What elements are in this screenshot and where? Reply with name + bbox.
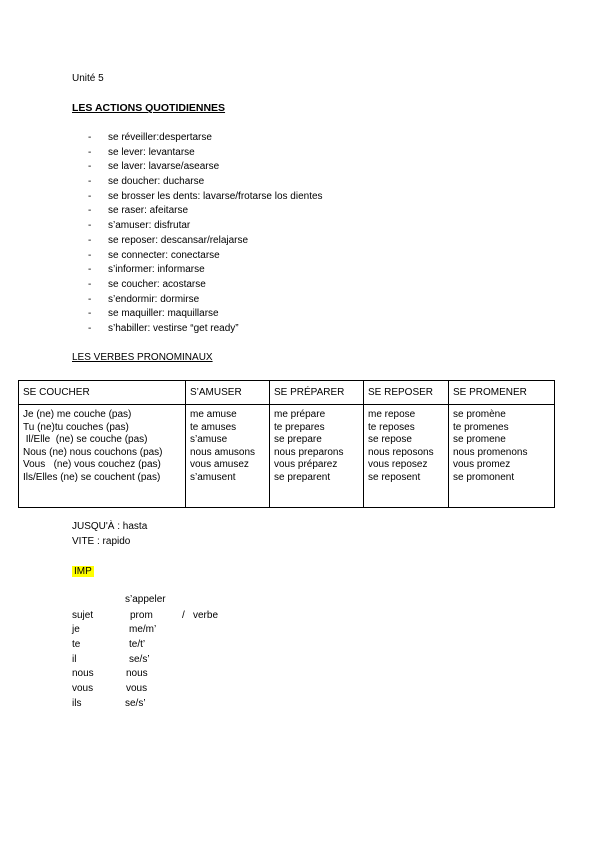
grid-pronoun: te/t’ bbox=[129, 639, 146, 650]
table-row bbox=[19, 405, 555, 508]
vocab-text: se laver: lavarse/asearse bbox=[108, 161, 220, 173]
conjugation-line: Je (ne) me couche (pas) bbox=[23, 409, 132, 420]
conjugation-line: s’amusent bbox=[190, 471, 236, 483]
list-item bbox=[88, 249, 323, 264]
grid-subject: il bbox=[72, 654, 77, 665]
vocab-text: se coucher: acostarse bbox=[108, 278, 206, 290]
conjugation-line: s’amuse bbox=[190, 434, 228, 446]
vocab-text: s’amuser: disfrutar bbox=[108, 220, 191, 232]
vocab-jusqua: JUSQU'À : hasta bbox=[72, 521, 148, 532]
list-dash: - bbox=[88, 249, 92, 261]
list-item bbox=[88, 160, 323, 175]
conjugation-line: te promenes bbox=[453, 421, 509, 433]
vocab-text: se brosser les dents: lavarse/frotarse los dientes bbox=[108, 190, 323, 202]
vocab-list bbox=[88, 131, 323, 337]
list-item bbox=[88, 278, 323, 293]
table-header-cell: S’AMUSER bbox=[186, 381, 270, 405]
vocab-vite: VITE : rapido bbox=[72, 536, 131, 547]
list-item bbox=[88, 234, 323, 249]
vocab-text: s’informer: informarse bbox=[108, 264, 205, 276]
conjugation-line: te reposes bbox=[368, 421, 415, 433]
grid-pronoun: se/s’ bbox=[129, 654, 150, 665]
table-header-cell: SE PRÉPARER bbox=[270, 381, 364, 405]
list-dash: - bbox=[88, 322, 92, 334]
list-item bbox=[88, 146, 323, 161]
vocab-text: se connecter: conectarse bbox=[108, 249, 220, 261]
conjugation-table bbox=[18, 380, 555, 508]
conjugation-line: vous amusez bbox=[190, 459, 249, 471]
conjugation-line: vous reposez bbox=[368, 459, 428, 471]
table-cell-se-reposer bbox=[364, 405, 449, 508]
grid-header-sujet: sujet bbox=[72, 610, 94, 621]
grid-header-verbe: verbe bbox=[193, 610, 219, 621]
grid-subject: ils bbox=[72, 698, 82, 709]
table-header-row bbox=[19, 381, 555, 405]
conjugation-line: se reposent bbox=[368, 471, 421, 483]
conjugation-line: se promène bbox=[453, 409, 506, 420]
imp-highlight: IMP bbox=[74, 566, 92, 577]
conjugation-line: Ils/Elles (ne) se couchent (pas) bbox=[23, 471, 161, 483]
conjugation-line: te prepares bbox=[274, 421, 325, 433]
conjugation-line: me repose bbox=[368, 409, 416, 420]
conjugation-line: nous promenons bbox=[453, 446, 528, 458]
section-title-pronominaux: LES VERBES PRONOMINAUX bbox=[72, 352, 213, 363]
conjugation-line: Tu (ne)tu couches (pas) bbox=[23, 421, 129, 433]
grid-header-prom: prom bbox=[130, 610, 153, 621]
conjugation-line: nous reposons bbox=[368, 446, 434, 458]
conjugation-line: se repose bbox=[368, 434, 412, 446]
grid-subject: je bbox=[72, 624, 80, 635]
conjugation-line: me prépare bbox=[274, 409, 326, 420]
grid-top-verb: s’appeler bbox=[125, 594, 166, 605]
page-header: Unité 5 bbox=[72, 73, 104, 84]
conjugation-line: se prepare bbox=[274, 434, 322, 446]
list-item bbox=[88, 293, 323, 308]
conjugation-line: se promonent bbox=[453, 471, 515, 483]
conjugation-line: vous préparez bbox=[274, 459, 338, 471]
conjugation-line: Il/Elle (ne) se couche (pas) bbox=[23, 434, 148, 446]
conjugation-line: Nous (ne) nous couchons (pas) bbox=[23, 446, 163, 458]
table-cell-s-amuser bbox=[186, 405, 270, 508]
list-item bbox=[88, 190, 323, 205]
list-item bbox=[88, 263, 323, 278]
conjugation-line: vous promez bbox=[453, 459, 511, 471]
list-dash: - bbox=[88, 293, 92, 305]
table-cell-se-promener bbox=[449, 405, 555, 508]
conjugation-line: se preparent bbox=[274, 471, 331, 483]
conjugation-line: me amuse bbox=[190, 409, 237, 420]
grid-pronoun: se/s’ bbox=[125, 698, 146, 709]
list-dash: - bbox=[88, 161, 92, 173]
table-header-cell: SE COUCHER bbox=[19, 381, 186, 405]
vocab-text: s’habiller: vestirse “get ready” bbox=[108, 322, 239, 334]
list-item bbox=[88, 204, 323, 219]
conjugation-line: nous amusons bbox=[190, 446, 256, 458]
section-title-actions: LES ACTIONS QUOTIDIENNES bbox=[72, 102, 226, 114]
list-dash: - bbox=[88, 264, 92, 276]
list-item bbox=[88, 175, 323, 190]
list-dash: - bbox=[88, 278, 92, 290]
grid-subject: nous bbox=[72, 668, 94, 679]
conjugation-line: te amuses bbox=[190, 421, 237, 433]
list-item bbox=[88, 219, 323, 234]
conjugation-line: se promene bbox=[453, 434, 506, 446]
grid-pronoun: me/m’ bbox=[129, 624, 157, 635]
list-dash: - bbox=[88, 146, 92, 158]
grid-pronoun: nous bbox=[126, 668, 148, 679]
grid-pronoun: vous bbox=[126, 683, 148, 694]
grid-header-slash: / bbox=[182, 610, 185, 621]
vocab-text: s’endormir: dormirse bbox=[108, 293, 200, 305]
grid-subject: vous bbox=[72, 683, 94, 694]
list-dash: - bbox=[88, 176, 92, 188]
list-dash: - bbox=[88, 190, 92, 202]
list-dash: - bbox=[88, 132, 92, 143]
vocab-text: se maquiller: maquillarse bbox=[108, 308, 219, 320]
list-dash: - bbox=[88, 234, 92, 246]
table-header-cell: SE PROMENER bbox=[449, 381, 555, 405]
vocab-text: se doucher: ducharse bbox=[108, 176, 205, 188]
table-cell-se-coucher bbox=[19, 405, 186, 508]
list-item bbox=[88, 131, 323, 146]
list-dash: - bbox=[88, 205, 92, 217]
table-cell-se-preparer bbox=[270, 405, 364, 508]
vocab-text: se raser: afeitarse bbox=[108, 205, 189, 217]
table-header-cell: SE REPOSER bbox=[364, 381, 449, 405]
grid-subject: te bbox=[72, 639, 81, 650]
list-item bbox=[88, 322, 323, 337]
vocab-text: se reposer: descansar/relajarse bbox=[108, 234, 249, 246]
conjugation-line: Vous (ne) vous couchez (pas) bbox=[23, 459, 161, 471]
conjugation-line: nous preparons bbox=[274, 446, 344, 458]
list-item bbox=[88, 307, 323, 322]
list-dash: - bbox=[88, 220, 92, 232]
list-dash: - bbox=[88, 308, 92, 320]
vocab-text: se réveiller:despertarse bbox=[108, 132, 212, 143]
vocab-text: se lever: levantarse bbox=[108, 146, 195, 158]
